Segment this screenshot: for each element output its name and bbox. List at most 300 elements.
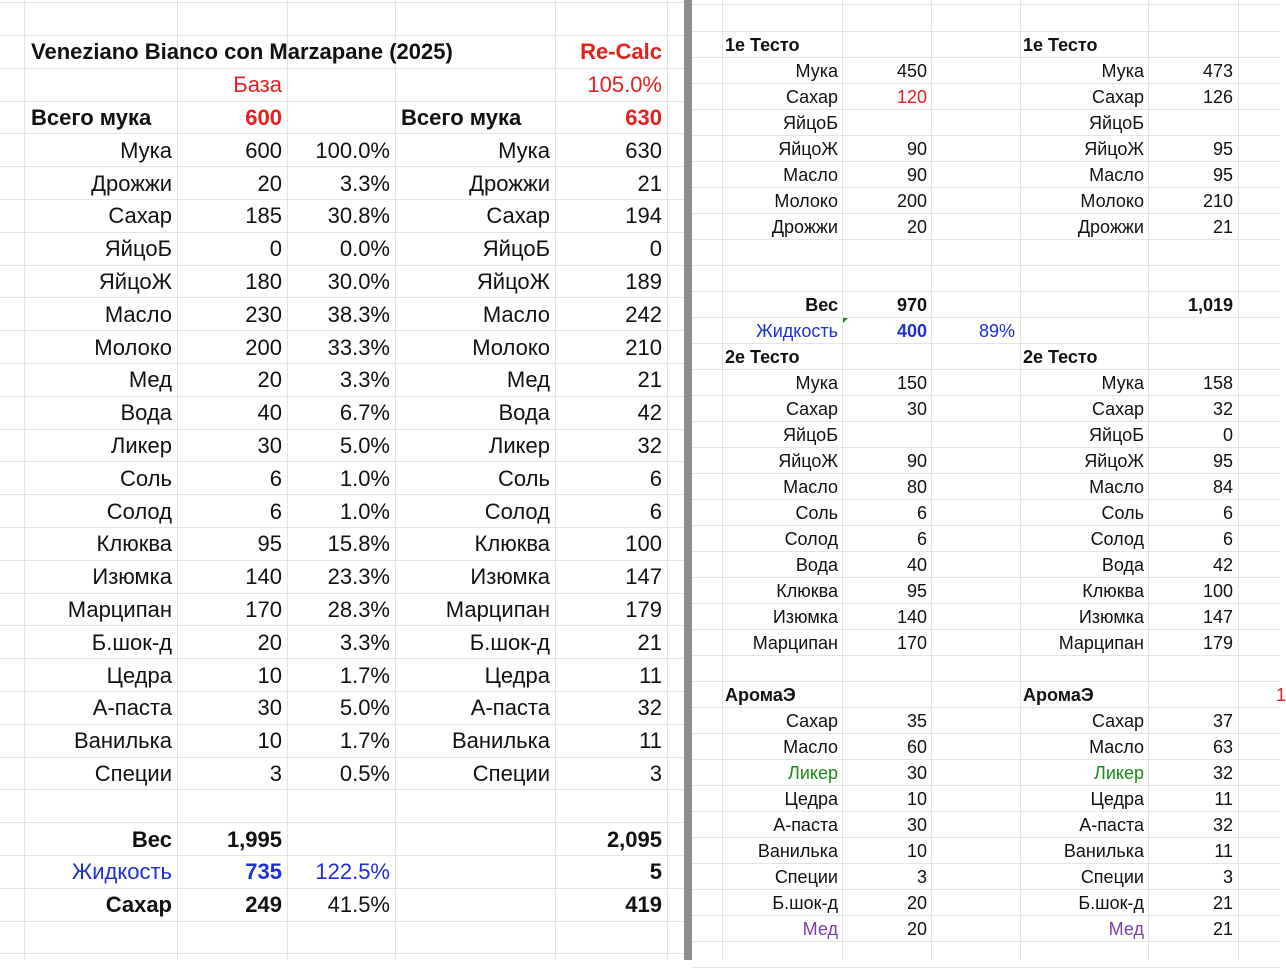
base-percent[interactable]: 38.3% (327, 302, 390, 327)
ingredient-name[interactable]: ЯйцоЖ (778, 451, 838, 471)
base-percent[interactable]: 1.7% (339, 728, 390, 753)
recalc-ingredient-name[interactable]: Солод (1090, 529, 1144, 549)
section-title[interactable]: 2е Тесто (725, 347, 800, 367)
ingredient-name[interactable]: Специи (94, 761, 172, 786)
base-percent[interactable]: 23.3% (327, 564, 390, 589)
base-amount[interactable]: 20 (906, 217, 927, 237)
base-percent[interactable]: 3.3% (339, 367, 390, 392)
grid-line (0, 921, 684, 922)
ingredient-name[interactable]: Сахар (785, 399, 838, 419)
base-amount[interactable]: 0 (269, 236, 282, 261)
summary-recalc[interactable]: 2,095 (606, 827, 662, 852)
grid-line (0, 396, 684, 397)
base-label[interactable]: База (233, 72, 282, 97)
ingredient-name[interactable]: Мука (120, 138, 172, 163)
base-percent[interactable]: 30.8% (327, 203, 390, 228)
base-amount[interactable]: 30 (257, 433, 282, 458)
ingredient-name[interactable]: Ванилька (757, 841, 838, 861)
ingredient-name[interactable]: Марципан (752, 633, 838, 653)
ingredient-name[interactable]: Мед (802, 919, 838, 939)
recipe-title[interactable]: Veneziano Bianco con Marzapane (2025) (31, 39, 453, 64)
base-percent[interactable]: 28.3% (327, 597, 390, 622)
recalc-section-title[interactable]: 1е Тесто (1023, 35, 1098, 55)
recalc-amount[interactable]: 158 (1202, 373, 1233, 393)
recalc-ingredient-name[interactable]: Масло (1089, 737, 1144, 757)
recalc-ingredient-name[interactable]: Масло (1089, 165, 1144, 185)
ingredient-name[interactable]: Изюмка (92, 564, 172, 589)
ingredient-name[interactable]: Клюква (96, 531, 172, 556)
recalc-amount[interactable]: 6 (649, 466, 662, 491)
ingredient-name[interactable]: Ликер (110, 433, 172, 458)
grid-line (0, 101, 684, 102)
recalc-amount[interactable]: 3 (1222, 867, 1233, 887)
base-amount[interactable]: 120 (896, 87, 927, 107)
recalc-percent[interactable]: 105.0% (587, 72, 662, 97)
recalc-amount[interactable]: 189 (625, 269, 662, 294)
grid-line (692, 161, 1280, 162)
recalc-amount[interactable]: 126 (1202, 87, 1233, 107)
recalc-amount[interactable]: 210 (625, 335, 662, 360)
base-amount[interactable]: 185 (245, 203, 282, 228)
ingredient-name[interactable]: ЯйцоБ (783, 425, 838, 445)
recalc-ingredient-name[interactable]: Специи (1080, 867, 1144, 887)
recalc-ingredient-name[interactable]: Клюква (1082, 581, 1144, 601)
recalc-ingredient-name[interactable]: А-паста (1079, 815, 1144, 835)
cut-off-value[interactable]: 1 (1276, 685, 1286, 705)
recalc-ingredient-name[interactable]: Солод (484, 499, 550, 524)
recalc-ingredient-name[interactable]: Сахар (1091, 87, 1144, 107)
recalc-total-flour-label[interactable]: Всего мука (401, 105, 522, 130)
grid-line (0, 330, 684, 331)
recalc-total-flour[interactable]: 630 (625, 105, 662, 130)
recalc-amount[interactable]: 21 (1212, 893, 1233, 913)
ingredient-name[interactable]: Вода (120, 400, 172, 425)
recalc-amount[interactable]: 63 (1212, 737, 1233, 757)
weight-base[interactable]: 970 (896, 295, 927, 315)
recalc-section-title[interactable]: АромаЭ (1023, 685, 1094, 705)
recalc-ingredient-name[interactable]: Марципан (1058, 633, 1144, 653)
base-amount[interactable]: 10 (906, 841, 927, 861)
recalc-label[interactable]: Re-Calc (580, 39, 662, 64)
base-amount[interactable]: 10 (257, 663, 282, 688)
liquid-base[interactable]: 400 (896, 321, 927, 341)
grid-line (692, 837, 1280, 838)
ingredient-name[interactable]: Сахар (785, 711, 838, 731)
grid-line (692, 239, 1280, 240)
grid-line (0, 461, 684, 462)
section-title[interactable]: 1е Тесто (725, 35, 800, 55)
base-amount[interactable]: 6 (269, 499, 282, 524)
recalc-amount[interactable]: 84 (1212, 477, 1233, 497)
recalc-ingredient-name[interactable]: Сахар (486, 203, 550, 228)
recalc-amount[interactable]: 3 (649, 761, 662, 786)
ingredient-name[interactable]: Дрожжи (771, 217, 838, 237)
recalc-ingredient-name[interactable]: Мед (1108, 919, 1144, 939)
ingredient-name[interactable]: Сахар (108, 203, 172, 228)
recalc-amount[interactable]: 21 (1212, 217, 1233, 237)
grid-line (0, 232, 684, 233)
ingredient-name[interactable]: Солод (784, 529, 838, 549)
base-amount[interactable]: 600 (245, 138, 282, 163)
base-amount[interactable]: 80 (906, 477, 927, 497)
recalc-ingredient-name[interactable]: ЯйцоБ (482, 236, 550, 261)
base-amount[interactable]: 20 (257, 367, 282, 392)
weight-label[interactable]: Вес (805, 295, 838, 315)
summary-label[interactable]: Сахар (105, 892, 172, 917)
base-total-flour[interactable]: 600 (245, 105, 282, 130)
grid-line (0, 68, 684, 69)
base-amount[interactable]: 20 (906, 919, 927, 939)
ingredient-name[interactable]: Марципан (67, 597, 172, 622)
recalc-amount[interactable]: 0 (649, 236, 662, 261)
recalc-amount[interactable]: 32 (1212, 399, 1233, 419)
grid-line (0, 35, 684, 36)
grid-line (0, 265, 684, 266)
grid-line (692, 811, 1280, 812)
base-percent[interactable]: 3.3% (339, 630, 390, 655)
ingredient-name[interactable]: Соль (795, 503, 838, 523)
grid-line (0, 888, 684, 889)
recalc-ingredient-name[interactable]: Мука (498, 138, 550, 163)
grid-line (1238, 0, 1239, 960)
ingredient-name[interactable]: Вода (795, 555, 838, 575)
base-percent[interactable]: 1.0% (339, 499, 390, 524)
ingredient-name[interactable]: Мука (795, 373, 838, 393)
summary-recalc[interactable]: 419 (625, 892, 662, 917)
right-sheet-pane[interactable] (692, 0, 1286, 960)
grid-line (0, 494, 684, 495)
recalc-amount[interactable]: 21 (637, 630, 662, 655)
recalc-ingredient-name[interactable]: Ликер (488, 433, 550, 458)
base-amount[interactable]: 30 (906, 815, 927, 835)
ingredient-name[interactable]: Б.шок-д (772, 893, 838, 913)
base-amount[interactable]: 150 (896, 373, 927, 393)
recalc-amount[interactable]: 95 (1212, 451, 1233, 471)
grid-line (692, 577, 1280, 578)
grid-line (0, 855, 684, 856)
base-percent[interactable]: 30.0% (327, 269, 390, 294)
recalc-amount[interactable]: 42 (1212, 555, 1233, 575)
base-percent[interactable]: 0.0% (339, 236, 390, 261)
recalc-ingredient-name[interactable]: Дрожжи (1077, 217, 1144, 237)
base-amount[interactable]: 30 (906, 763, 927, 783)
summary-base[interactable]: 735 (245, 859, 282, 884)
base-amount[interactable]: 20 (257, 171, 282, 196)
base-amount[interactable]: 20 (906, 893, 927, 913)
recalc-ingredient-name[interactable]: ЯйцоБ (1089, 425, 1144, 445)
recalc-ingredient-name[interactable]: Дрожжи (469, 171, 550, 196)
base-amount[interactable]: 20 (257, 630, 282, 655)
ingredient-name[interactable]: Молоко (94, 335, 172, 360)
recalc-amount[interactable]: 194 (625, 203, 662, 228)
base-percent[interactable]: 0.5% (339, 761, 390, 786)
recalc-ingredient-name[interactable]: Б.шок-д (469, 630, 550, 655)
grid-line (0, 527, 684, 528)
recalc-amount[interactable]: 21 (1212, 919, 1233, 939)
grid-line (692, 31, 1280, 32)
recalc-amount[interactable]: 95 (1212, 165, 1233, 185)
recalc-amount[interactable]: 473 (1202, 61, 1233, 81)
grid-line (0, 789, 684, 790)
recalc-ingredient-name[interactable]: Мука (1101, 373, 1144, 393)
grid-line (0, 429, 684, 430)
base-amount[interactable]: 10 (257, 728, 282, 753)
recalc-ingredient-name[interactable]: Марципан (445, 597, 550, 622)
grid-line (692, 889, 1280, 890)
base-amount[interactable]: 6 (916, 529, 927, 549)
grid-line (0, 363, 684, 364)
grid-line (692, 343, 1280, 344)
recalc-amount[interactable]: 21 (637, 367, 662, 392)
recalc-ingredient-name[interactable]: Мед (506, 367, 550, 392)
recalc-ingredient-name[interactable]: Ванилька (452, 728, 550, 753)
recalc-ingredient-name[interactable]: Клюква (474, 531, 550, 556)
base-amount[interactable]: 230 (245, 302, 282, 327)
grid-line (692, 525, 1280, 526)
recalc-ingredient-name[interactable]: Соль (498, 466, 550, 491)
grid-line (287, 0, 288, 960)
grid-line (692, 941, 1280, 942)
base-amount[interactable]: 60 (906, 737, 927, 757)
recalc-amount[interactable]: 32 (637, 433, 662, 458)
base-amount[interactable]: 90 (906, 165, 927, 185)
base-percent[interactable]: 3.3% (339, 171, 390, 196)
base-percent[interactable]: 1.7% (339, 663, 390, 688)
base-percent[interactable]: 6.7% (339, 400, 390, 425)
ingredient-name[interactable]: Масло (783, 477, 838, 497)
base-amount[interactable]: 3 (269, 761, 282, 786)
recalc-ingredient-name[interactable]: Сахар (1091, 711, 1144, 731)
ingredient-name[interactable]: А-паста (773, 815, 838, 835)
base-amount[interactable]: 6 (916, 503, 927, 523)
recalc-ingredient-name[interactable]: Соль (1101, 503, 1144, 523)
recalc-amount[interactable]: 32 (637, 695, 662, 720)
recalc-ingredient-name[interactable]: Цедра (1090, 789, 1144, 809)
ingredient-name[interactable]: Масло (783, 737, 838, 757)
recalc-amount[interactable]: 42 (637, 400, 662, 425)
grid-line (0, 593, 684, 594)
grid-line (692, 499, 1280, 500)
base-amount[interactable]: 180 (245, 269, 282, 294)
ingredient-name[interactable]: Цедра (106, 663, 172, 688)
grid-line (692, 785, 1280, 786)
recalc-ingredient-name[interactable]: ЯйцоЖ (1084, 139, 1144, 159)
ingredient-name[interactable]: Дрожжи (91, 171, 172, 196)
grid-line (0, 166, 684, 167)
grid-line (0, 133, 684, 134)
ingredient-name[interactable]: ЯйцоБ (104, 236, 172, 261)
recalc-ingredient-name[interactable]: ЯйцоБ (1089, 113, 1144, 133)
ingredient-name[interactable]: Б.шок-д (91, 630, 172, 655)
recalc-section-title[interactable]: 2е Тесто (1023, 347, 1098, 367)
ingredient-name[interactable]: Масло (104, 302, 172, 327)
recalc-ingredient-name[interactable]: Изюмка (470, 564, 550, 589)
grid-line (0, 658, 684, 659)
section-title[interactable]: АромаЭ (725, 685, 796, 705)
recalc-amount[interactable]: 100 (1202, 581, 1233, 601)
recalc-ingredient-name[interactable]: Цедра (484, 663, 550, 688)
grid-line (1148, 0, 1149, 960)
base-amount[interactable]: 140 (245, 564, 282, 589)
total-flour-label[interactable]: Всего мука (31, 105, 152, 130)
weight-recalc[interactable]: 1,019 (1187, 295, 1233, 315)
liquid-label[interactable]: Жидкость (756, 321, 838, 341)
summary-percent[interactable]: 41.5% (327, 892, 390, 917)
grid-line (692, 83, 1280, 84)
recalc-amount[interactable]: 32 (1212, 815, 1233, 835)
base-amount[interactable]: 3 (916, 867, 927, 887)
recalc-ingredient-name[interactable]: А-паста (470, 695, 550, 720)
grid-line (692, 681, 1280, 682)
recalc-amount[interactable]: 0 (1222, 425, 1233, 445)
recalc-ingredient-name[interactable]: Б.шок-д (1078, 893, 1144, 913)
base-amount[interactable]: 30 (906, 399, 927, 419)
ingredient-name[interactable]: Ликер (788, 763, 838, 783)
grid-line (692, 265, 1280, 266)
grid-line (1020, 0, 1021, 960)
ingredient-name[interactable]: ЯйцоБ (783, 113, 838, 133)
ingredient-name[interactable]: Специи (774, 867, 838, 887)
summary-label[interactable]: Жидкость (71, 859, 172, 884)
recalc-amount[interactable]: 630 (625, 138, 662, 163)
grid-line (692, 57, 1280, 58)
grid-line (692, 759, 1280, 760)
pane-divider[interactable] (684, 0, 692, 960)
grid-line (0, 953, 684, 954)
recalc-ingredient-name[interactable]: Масло (482, 302, 550, 327)
recalc-amount[interactable]: 95 (1212, 139, 1233, 159)
recalc-amount[interactable]: 37 (1212, 711, 1233, 731)
recalc-ingredient-name[interactable]: ЯйцоЖ (476, 269, 550, 294)
grid-line (555, 0, 556, 960)
base-amount[interactable]: 6 (269, 466, 282, 491)
recalc-amount[interactable]: 6 (1222, 529, 1233, 549)
grid-line (0, 757, 684, 758)
grid-line (692, 603, 1280, 604)
base-percent[interactable]: 15.8% (327, 531, 390, 556)
grid-line (667, 0, 668, 960)
base-amount[interactable]: 30 (257, 695, 282, 720)
recalc-ingredient-name[interactable]: Молоко (472, 335, 550, 360)
recalc-ingredient-name[interactable]: Сахар (1091, 399, 1144, 419)
recalc-ingredient-name[interactable]: Масло (1089, 477, 1144, 497)
summary-label[interactable]: Вес (131, 827, 172, 852)
recalc-amount[interactable]: 210 (1202, 191, 1233, 211)
grid-line (692, 213, 1280, 214)
base-amount[interactable]: 40 (906, 555, 927, 575)
ingredient-name[interactable]: Ванилька (74, 728, 172, 753)
ingredient-name[interactable]: Масло (783, 165, 838, 185)
base-percent[interactable]: 5.0% (339, 695, 390, 720)
ingredient-name[interactable]: Цедра (784, 789, 838, 809)
ingredient-name[interactable]: Изюмка (772, 607, 838, 627)
ingredient-name[interactable]: Молоко (774, 191, 838, 211)
recalc-ingredient-name[interactable]: Изюмка (1078, 607, 1144, 627)
recalc-amount[interactable]: 11 (639, 728, 662, 753)
recalc-amount[interactable]: 179 (1202, 633, 1233, 653)
recalc-amount[interactable]: 242 (625, 302, 662, 327)
recalc-amount[interactable]: 100 (625, 531, 662, 556)
base-amount[interactable]: 450 (896, 61, 927, 81)
ingredient-name[interactable]: Клюква (776, 581, 838, 601)
grid-line (692, 369, 1280, 370)
grid-line (0, 724, 684, 725)
summary-base[interactable]: 1,995 (226, 827, 282, 852)
base-amount[interactable]: 200 (896, 191, 927, 211)
base-amount[interactable]: 170 (896, 633, 927, 653)
grid-line (0, 297, 684, 298)
ingredient-name[interactable]: А-паста (92, 695, 172, 720)
grid-line (842, 0, 843, 960)
grid-line (692, 109, 1280, 110)
ingredient-name[interactable]: Сахар (785, 87, 838, 107)
recalc-ingredient-name[interactable]: Вода (498, 400, 550, 425)
ingredient-name[interactable]: Мед (128, 367, 172, 392)
ingredient-name[interactable]: Мука (795, 61, 838, 81)
liquid-percent[interactable]: 89% (978, 321, 1015, 341)
recalc-amount[interactable]: 6 (1222, 503, 1233, 523)
recalc-amount[interactable]: 11 (639, 663, 662, 688)
base-percent[interactable]: 33.3% (327, 335, 390, 360)
summary-recalc[interactable]: 5 (649, 859, 662, 884)
base-amount[interactable]: 40 (257, 400, 282, 425)
recalc-ingredient-name[interactable]: Вода (1101, 555, 1144, 575)
grid-line (692, 4, 1280, 5)
base-amount[interactable]: 90 (906, 139, 927, 159)
recalc-ingredient-name[interactable]: ЯйцоЖ (1084, 451, 1144, 471)
recalc-amount[interactable]: 147 (1202, 607, 1233, 627)
grid-line (692, 863, 1280, 864)
base-amount[interactable]: 200 (245, 335, 282, 360)
base-amount[interactable]: 95 (257, 531, 282, 556)
grid-line (692, 707, 1280, 708)
recalc-ingredient-name[interactable]: Молоко (1080, 191, 1144, 211)
recalc-ingredient-name[interactable]: Мука (1101, 61, 1144, 81)
grid-line (0, 2, 684, 3)
recalc-amount[interactable]: 6 (649, 499, 662, 524)
summary-percent[interactable]: 122.5% (315, 859, 390, 884)
base-percent[interactable]: 5.0% (339, 433, 390, 458)
recalc-amount[interactable]: 21 (637, 171, 662, 196)
recalc-amount[interactable]: 11 (1214, 841, 1233, 861)
recalc-ingredient-name[interactable]: Ликер (1094, 763, 1144, 783)
recalc-amount[interactable]: 11 (1214, 789, 1233, 809)
recalc-amount[interactable]: 32 (1212, 763, 1233, 783)
base-amount[interactable]: 95 (906, 581, 927, 601)
ingredient-name[interactable]: Соль (120, 466, 172, 491)
ingredient-name[interactable]: Солод (106, 499, 172, 524)
base-percent[interactable]: 100.0% (315, 138, 390, 163)
recalc-amount[interactable]: 147 (625, 564, 662, 589)
ingredient-name[interactable]: ЯйцоЖ (98, 269, 172, 294)
ingredient-name[interactable]: ЯйцоЖ (778, 139, 838, 159)
recalc-ingredient-name[interactable]: Специи (472, 761, 550, 786)
recalc-ingredient-name[interactable]: Ванилька (1063, 841, 1144, 861)
base-amount[interactable]: 170 (245, 597, 282, 622)
grid-line (692, 421, 1280, 422)
grid-line (722, 0, 723, 960)
summary-base[interactable]: 249 (245, 892, 282, 917)
base-percent[interactable]: 1.0% (339, 466, 390, 491)
comment-marker-icon (843, 318, 848, 323)
base-amount[interactable]: 10 (906, 789, 927, 809)
grid-line (395, 0, 396, 960)
recalc-amount[interactable]: 179 (625, 597, 662, 622)
base-amount[interactable]: 35 (906, 711, 927, 731)
base-amount[interactable]: 140 (896, 607, 927, 627)
grid-line (692, 395, 1280, 396)
base-amount[interactable]: 90 (906, 451, 927, 471)
